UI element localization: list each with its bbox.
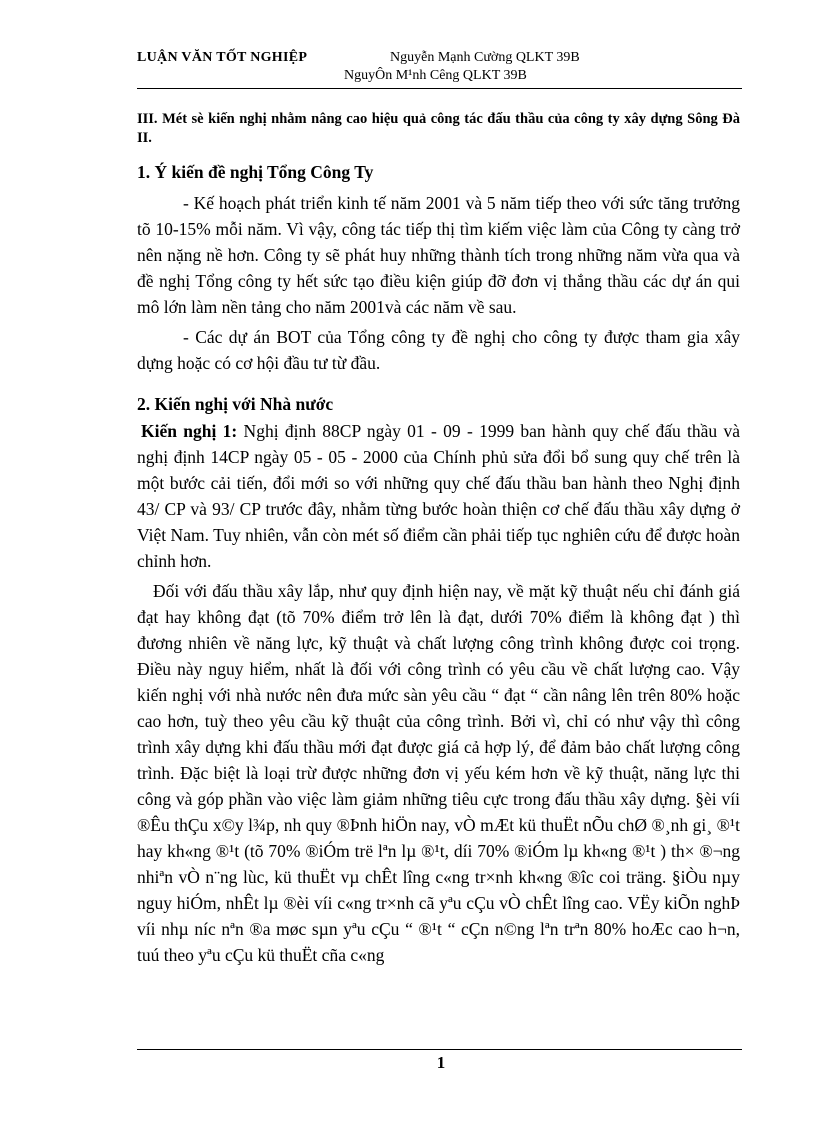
header-author-line2: NguyÔn M¹nh Cêng QLKT 39B (344, 68, 527, 83)
paragraph-3-label: Kiến nghị 1: (141, 421, 238, 441)
heading-1: 1. Ý kiến đề nghị Tổng Công Ty (137, 162, 374, 182)
header-divider (137, 88, 742, 89)
page-header (0, 50, 816, 90)
document-body (137, 106, 740, 968)
paragraph-3-text: Nghị định 88CP ngày 01 - 09 - 1999 ban hành quy chế đấu thầu và nghị định 14CP ngày 05 - 05 - 2000 của Chính phủ sửa đổi bổ sung quy chế trên là một bước cải tiến, đổi mới so với những quy chế đấu thầu ban hành theo Nghị định 43/ CP và 93/ CP trước đây, nhằm từng bước hoàn thiện cơ chế đấu thầu xây dựng ở Việt Nam. Tuy nhiên, vẫn còn mét số điểm cần phải tiếp tục nghiên cứu để được hoàn chỉnh hơn. (137, 421, 740, 571)
header-author-line1: Nguyễn Mạnh Cường QLKT 39B (390, 50, 580, 65)
page-number: 1 (436, 1053, 446, 1072)
footer-divider (137, 1049, 742, 1050)
paragraph-3 (137, 418, 740, 574)
heading-2: 2. Kiến nghị với Nhà nước (137, 394, 334, 414)
header-title: LUẬN VĂN TỐT NGHIỆP (137, 50, 308, 65)
paragraph-1: - Kế hoạch phát triển kinh tế năm 2001 và 5 năm tiếp theo với sức tăng trưởng tõ 10-15% mỗi năm. Vì vậy, công tác tiếp thị tìm kiếm việc làm của Công ty càng trở nên nặng nề hơn. Công ty sẽ phát huy những thành tích trong những năm vừa qua và đề nghị Tổng công ty hết sức tạo điều kiện giúp đỡ đơn vị thắng thầu các dự án qui mô lớn làm nền tảng cho năm 2001và các năm về sau. (137, 193, 740, 317)
section-title: III. Mét sè kiến nghị nhằm nâng cao hiệu quả công tác đấu thầu của công ty xây dựng Sông Đà II. (137, 111, 740, 146)
paragraph-4: Đối với đấu thầu xây lắp, như quy định hiện nay, về mặt kỹ thuật nếu chỉ đánh giá đạt hay không đạt (tõ 70% điểm trở lên là đạt, dưới 70% điểm là không đạt ) thì đương nhiên về năng lực, kỹ thuật và chất lượng công trình không được coi trọng. Điều này nguy hiểm, nhất là đối với công trình có yêu cầu về chất lượng cao. Vậy kiến nghị với nhà nước nên đưa mức sàn yêu cầu “ đạt “ cần nâng lên trên 80% hoặc cao hơn, tuỳ theo yêu cầu kỹ thuật của công trình. Bởi vì, chỉ có như vậy thì công trình xây dựng khi đấu thầu mới đạt được giá cả hợp lý, để đảm bảo chất lượng công trình. Đặc biệt là loại trừ được những đơn vị yếu kém hơn về kỹ thuật, năng lực thi công và góp phần vào việc làm giảm những tiêu cực trong đấu thầu xây dựng. §èi víi ®Êu thÇu x©y l¾p, nh quy ®Þnh hiÖn nay, vÒ mÆt kü thuËt nÕu chØ ®¸nh gi¸ ®¹t hay kh«ng ®¹t (tõ 70% ®iÓm trë lªn lµ ®¹t, díi 70% ®iÓm lµ kh«ng ®¹t ) th× ®¬ng nhiªn vÒ n¨ng lùc, kü thuËt vµ chÊt lîng c«ng tr×nh kh«ng ®îc coi träng. §iÒu nµy nguy hiÓm, nhÊt lµ ®èi víi c«ng tr×nh cã yªu cÇu vÒ chÊt lîng cao. VËy kiÕn nghÞ víi nhµ níc nªn ®a møc sµn yªu cÇu “ ®¹t “ cÇn n©ng lªn trªn 80% hoÆc cao h¬n, tuú theo yªu cÇu kü thuËt cña c«ng (137, 581, 740, 965)
paragraph-2: - Các dự án BOT của Tổng công ty đề nghị cho công ty được tham gia xây dựng hoặc có cơ hội đầu tư từ đầu. (137, 327, 740, 373)
